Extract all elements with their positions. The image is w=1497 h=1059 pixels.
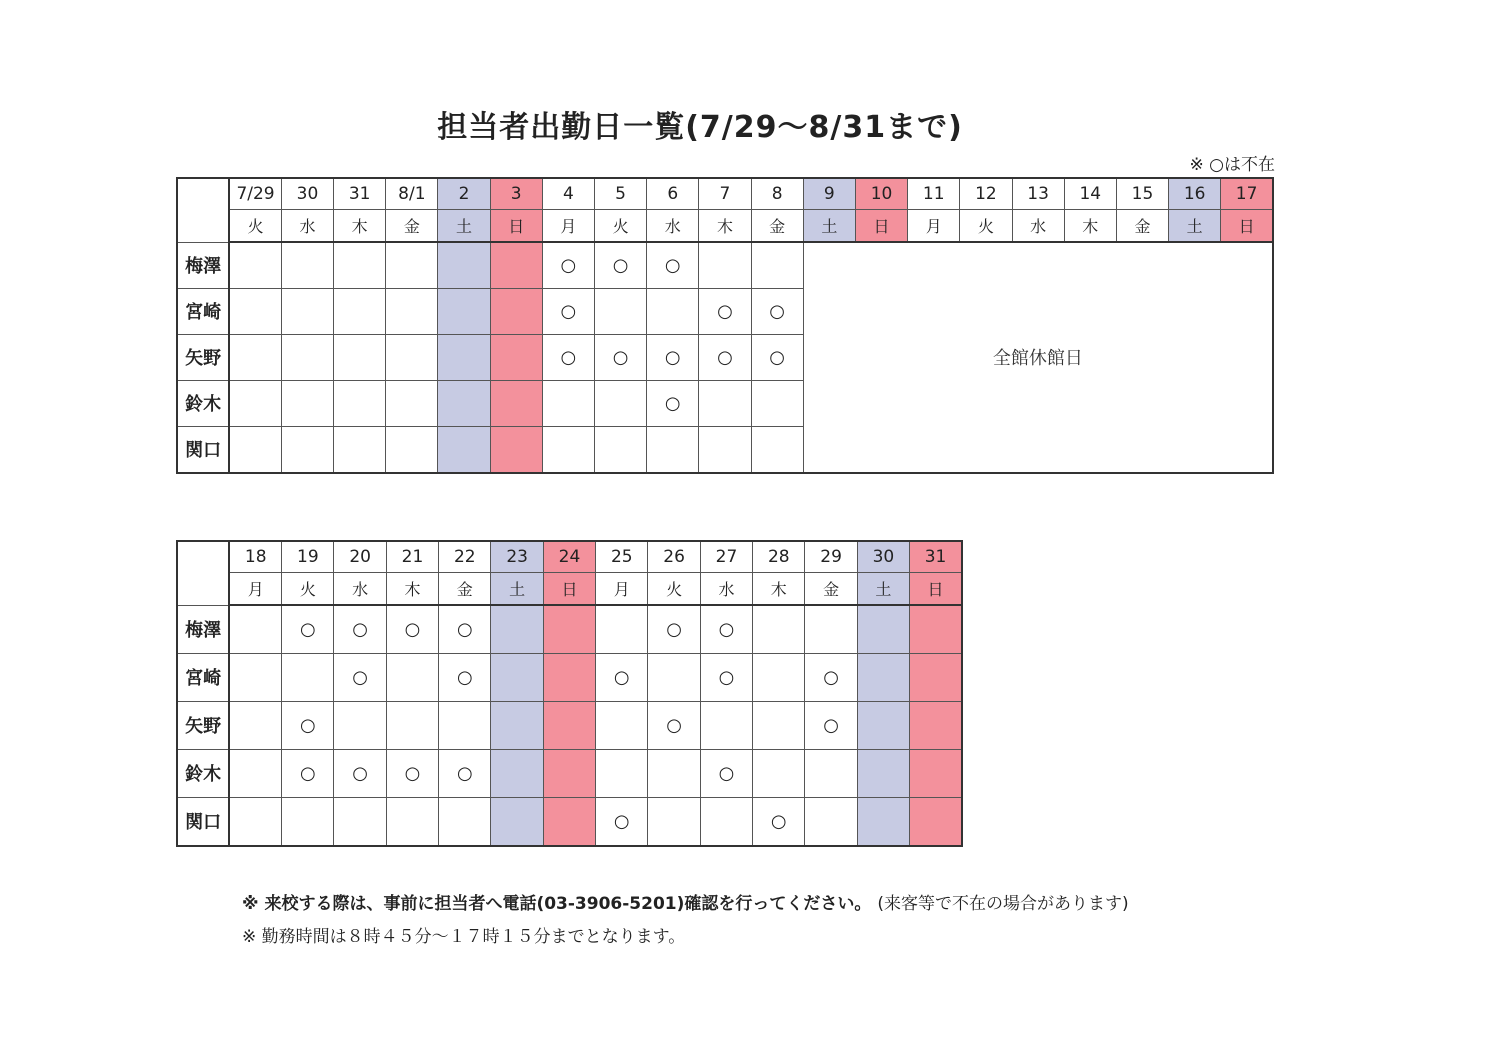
schedule-cell	[281, 334, 333, 380]
schedule-cell	[490, 426, 542, 473]
schedule-cell	[751, 334, 803, 380]
staff-name: 矢野	[177, 701, 229, 749]
schedule-table-2	[176, 540, 963, 847]
schedule-cell	[490, 380, 542, 426]
weekday-header: 火	[282, 573, 334, 606]
date-header: 6	[647, 178, 699, 210]
date-header: 27	[700, 541, 752, 573]
schedule-cell	[229, 749, 281, 797]
schedule-cell	[648, 653, 700, 701]
schedule-cell	[910, 605, 962, 653]
weekday-header: 土	[1169, 210, 1221, 243]
staff-name: 鈴木	[177, 380, 229, 426]
staff-name: 梅澤	[177, 605, 229, 653]
schedule-cell	[334, 426, 386, 473]
schedule-cell	[910, 701, 962, 749]
date-header: 8	[751, 178, 803, 210]
schedule-cell	[229, 426, 281, 473]
schedule-cell	[753, 701, 805, 749]
weekday-header: 火	[960, 210, 1012, 243]
schedule-cell	[595, 288, 647, 334]
schedule-cell	[229, 288, 281, 334]
visit-note: ※ 来校する際は、事前に担当者へ電話(03-3906-5201)確認を行ってください。	[242, 894, 872, 914]
schedule-cell	[910, 653, 962, 701]
schedule-cell	[386, 334, 438, 380]
weekday-header: 月	[908, 210, 960, 243]
schedule-cell	[282, 605, 334, 653]
footer-notes	[242, 888, 1129, 954]
staff-name: 鈴木	[177, 749, 229, 797]
schedule-cell	[648, 605, 700, 653]
date-header: 17	[1221, 178, 1273, 210]
schedule-cell	[543, 749, 595, 797]
schedule-cell	[229, 653, 281, 701]
schedule-cell	[805, 701, 857, 749]
schedule-cell	[700, 653, 752, 701]
weekday-header: 月	[596, 573, 648, 606]
absent-mark: ○	[823, 714, 839, 736]
schedule-cell	[699, 426, 751, 473]
schedule-cell	[282, 653, 334, 701]
schedule-cell	[439, 701, 491, 749]
schedule-cell	[751, 426, 803, 473]
schedule-cell	[229, 380, 281, 426]
absent-mark: ○	[560, 346, 577, 368]
schedule-cell	[282, 797, 334, 846]
schedule-cell	[491, 749, 543, 797]
date-header: 18	[229, 541, 281, 573]
schedule-cell	[490, 334, 542, 380]
absent-mark: ○	[404, 618, 421, 640]
schedule-cell	[700, 797, 752, 846]
schedule-cell	[438, 242, 490, 288]
date-header: 31	[910, 541, 962, 573]
absent-mark: ○	[299, 762, 316, 784]
schedule-cell	[386, 605, 438, 653]
weekday-header: 日	[1221, 210, 1273, 243]
schedule-cell	[805, 749, 857, 797]
absent-mark: ○	[664, 392, 681, 414]
date-header: 29	[805, 541, 857, 573]
schedule-cell	[805, 605, 857, 653]
absent-mark: ○	[560, 300, 577, 322]
date-header: 23	[491, 541, 543, 573]
schedule-cell	[753, 749, 805, 797]
schedule-cell	[647, 426, 699, 473]
header-corner	[177, 541, 229, 605]
weekday-header: 木	[1064, 210, 1116, 243]
weekday-header: 水	[281, 210, 333, 243]
schedule-cell	[857, 749, 909, 797]
absent-mark: ○	[769, 346, 786, 368]
staff-name: 梅澤	[177, 242, 229, 288]
date-header: 7	[699, 178, 751, 210]
absent-mark: ○	[560, 254, 577, 276]
weekday-header: 土	[803, 210, 855, 243]
absent-mark: ○	[613, 666, 630, 688]
absent-mark: ○	[718, 618, 735, 640]
weekday-header: 月	[229, 573, 281, 606]
schedule-cell	[334, 797, 386, 846]
schedule-cell	[595, 334, 647, 380]
absent-mark: ○	[823, 666, 839, 688]
schedule-cell	[542, 334, 594, 380]
schedule-cell	[596, 797, 648, 846]
schedule-cell	[281, 426, 333, 473]
absent-mark: ○	[664, 346, 681, 368]
schedule-cell	[751, 380, 803, 426]
schedule-cell	[282, 749, 334, 797]
date-header: 28	[753, 541, 805, 573]
date-header: 25	[596, 541, 648, 573]
schedule-cell	[910, 749, 962, 797]
schedule-cell	[700, 749, 752, 797]
schedule-cell	[491, 797, 543, 846]
schedule-cell	[857, 701, 909, 749]
absent-mark: ○	[404, 762, 421, 784]
schedule-cell	[439, 605, 491, 653]
schedule-cell	[491, 653, 543, 701]
date-header: 21	[386, 541, 438, 573]
schedule-cell	[334, 605, 386, 653]
schedule-cell	[543, 653, 595, 701]
date-header: 8/1	[386, 178, 438, 210]
schedule-cell	[699, 380, 751, 426]
date-header: 11	[908, 178, 960, 210]
schedule-cell	[542, 288, 594, 334]
absent-mark: ○	[299, 714, 316, 736]
schedule-cell	[648, 749, 700, 797]
schedule-cell	[596, 701, 648, 749]
schedule-cell	[334, 288, 386, 334]
schedule-cell	[648, 797, 700, 846]
weekday-header: 日	[910, 573, 962, 606]
absent-mark: ○	[352, 666, 368, 688]
schedule-cell	[438, 426, 490, 473]
schedule-cell	[386, 426, 438, 473]
weekday-header: 土	[491, 573, 543, 606]
schedule-cell	[439, 653, 491, 701]
schedule-cell	[438, 334, 490, 380]
weekday-header: 金	[1116, 210, 1168, 243]
schedule-cell	[491, 605, 543, 653]
weekday-header: 土	[857, 573, 909, 606]
schedule-cell	[700, 701, 752, 749]
working-hours-note: ※ 勤務時間は８時４５分～１７時１５分までとなります。	[242, 927, 686, 947]
weekday-header: 金	[439, 573, 491, 606]
schedule-cell	[857, 797, 909, 846]
schedule-cell	[542, 380, 594, 426]
absent-mark: ○	[718, 762, 735, 784]
absent-mark: ○	[718, 666, 735, 688]
schedule-cell	[751, 288, 803, 334]
weekday-header: 火	[648, 573, 700, 606]
schedule-cell	[595, 426, 647, 473]
date-header: 13	[1012, 178, 1064, 210]
date-header: 4	[542, 178, 594, 210]
weekday-header: 木	[699, 210, 751, 243]
weekday-header: 火	[595, 210, 647, 243]
staff-name: 関口	[177, 426, 229, 473]
absent-mark: ○	[769, 300, 786, 322]
weekday-header: 水	[334, 573, 386, 606]
schedule-cell	[439, 797, 491, 846]
schedule-cell	[857, 653, 909, 701]
date-header: 30	[281, 178, 333, 210]
schedule-cell	[229, 605, 281, 653]
weekday-header: 水	[1012, 210, 1064, 243]
weekday-header: 木	[386, 573, 438, 606]
schedule-cell	[647, 242, 699, 288]
weekday-header: 水	[647, 210, 699, 243]
date-header: 24	[543, 541, 595, 573]
legend-note: ※ ○は不在	[1189, 155, 1275, 175]
date-header: 31	[334, 178, 386, 210]
schedule-cell	[386, 380, 438, 426]
schedule-cell	[282, 701, 334, 749]
schedule-cell	[386, 653, 438, 701]
weekday-header: 金	[805, 573, 857, 606]
absent-mark: ○	[717, 346, 733, 368]
staff-name: 矢野	[177, 334, 229, 380]
schedule-cell	[543, 605, 595, 653]
schedule-cell	[334, 242, 386, 288]
schedule-cell	[334, 749, 386, 797]
weekday-header: 木	[753, 573, 805, 606]
date-header: 2	[438, 178, 490, 210]
schedule-cell	[699, 288, 751, 334]
schedule-cell	[543, 701, 595, 749]
staff-name: 宮崎	[177, 653, 229, 701]
weekday-header: 水	[700, 573, 752, 606]
date-header: 26	[648, 541, 700, 573]
absence-note: (来客等で不在の場合があります)	[877, 894, 1129, 914]
schedule-cell	[281, 242, 333, 288]
date-header: 9	[803, 178, 855, 210]
schedule-cell	[647, 288, 699, 334]
absent-mark: ○	[456, 762, 473, 784]
absent-mark: ○	[664, 254, 681, 276]
schedule-cell	[700, 605, 752, 653]
date-header: 16	[1169, 178, 1221, 210]
schedule-cell	[648, 701, 700, 749]
date-header: 30	[857, 541, 909, 573]
schedule-cell	[490, 288, 542, 334]
schedule-cell	[647, 380, 699, 426]
schedule-cell	[334, 653, 386, 701]
staff-name: 宮崎	[177, 288, 229, 334]
schedule-cell	[334, 334, 386, 380]
schedule-cell	[595, 380, 647, 426]
date-header: 7/29	[229, 178, 281, 210]
closed-label: 全館休館日	[992, 348, 1083, 370]
closed-period	[803, 242, 1273, 473]
schedule-cell	[386, 242, 438, 288]
schedule-cell	[857, 605, 909, 653]
absent-mark: ○	[717, 300, 733, 322]
date-header: 22	[439, 541, 491, 573]
schedule-cell	[229, 797, 281, 846]
header-corner	[177, 178, 229, 242]
schedule-cell	[805, 797, 857, 846]
schedule-cell	[438, 288, 490, 334]
schedule-cell	[699, 242, 751, 288]
weekday-header: 金	[386, 210, 438, 243]
absent-mark: ○	[456, 618, 473, 640]
schedule-cell	[386, 701, 438, 749]
schedule-cell	[386, 749, 438, 797]
schedule-cell	[596, 749, 648, 797]
schedule-cell	[281, 380, 333, 426]
absent-mark: ○	[352, 762, 368, 784]
schedule-cell	[438, 380, 490, 426]
date-header: 3	[490, 178, 542, 210]
schedule-cell	[229, 242, 281, 288]
schedule-cell	[334, 380, 386, 426]
schedule-cell	[542, 242, 594, 288]
absent-mark: ○	[612, 346, 629, 368]
schedule-cell	[542, 426, 594, 473]
schedule-table-1	[176, 177, 1274, 474]
date-header: 10	[855, 178, 907, 210]
schedule-cell	[229, 701, 281, 749]
weekday-header: 木	[334, 210, 386, 243]
schedule-cell	[229, 334, 281, 380]
schedule-cell	[439, 749, 491, 797]
weekday-header: 日	[490, 210, 542, 243]
schedule-cell	[386, 288, 438, 334]
weekday-header: 火	[229, 210, 281, 243]
schedule-cell	[596, 653, 648, 701]
date-header: 19	[282, 541, 334, 573]
weekday-header: 日	[543, 573, 595, 606]
schedule-cell	[543, 797, 595, 846]
schedule-cell	[647, 334, 699, 380]
schedule-cell	[596, 605, 648, 653]
absent-mark: ○	[666, 618, 682, 640]
absent-mark: ○	[299, 618, 316, 640]
schedule-cell	[753, 653, 805, 701]
absent-mark: ○	[770, 810, 787, 832]
date-header: 12	[960, 178, 1012, 210]
schedule-cell	[386, 797, 438, 846]
staff-name: 関口	[177, 797, 229, 846]
absent-mark: ○	[352, 618, 368, 640]
date-header: 5	[595, 178, 647, 210]
schedule-cell	[753, 797, 805, 846]
weekday-header: 月	[542, 210, 594, 243]
schedule-cell	[699, 334, 751, 380]
weekday-header: 土	[438, 210, 490, 243]
schedule-cell	[334, 701, 386, 749]
schedule-cell	[281, 288, 333, 334]
weekday-header: 金	[751, 210, 803, 243]
schedule-cell	[491, 701, 543, 749]
schedule-cell	[805, 653, 857, 701]
absent-mark: ○	[666, 714, 682, 736]
date-header: 14	[1064, 178, 1116, 210]
schedule-cell	[595, 242, 647, 288]
absent-mark: ○	[613, 810, 630, 832]
schedule-cell	[490, 242, 542, 288]
absent-mark: ○	[456, 666, 473, 688]
page-title: 担当者出勤日一覧(7/29～8/31まで)	[437, 110, 963, 145]
date-header: 20	[334, 541, 386, 573]
schedule-cell	[910, 797, 962, 846]
weekday-header: 日	[855, 210, 907, 243]
date-header: 15	[1116, 178, 1168, 210]
schedule-cell	[751, 242, 803, 288]
absent-mark: ○	[612, 254, 629, 276]
schedule-cell	[753, 605, 805, 653]
